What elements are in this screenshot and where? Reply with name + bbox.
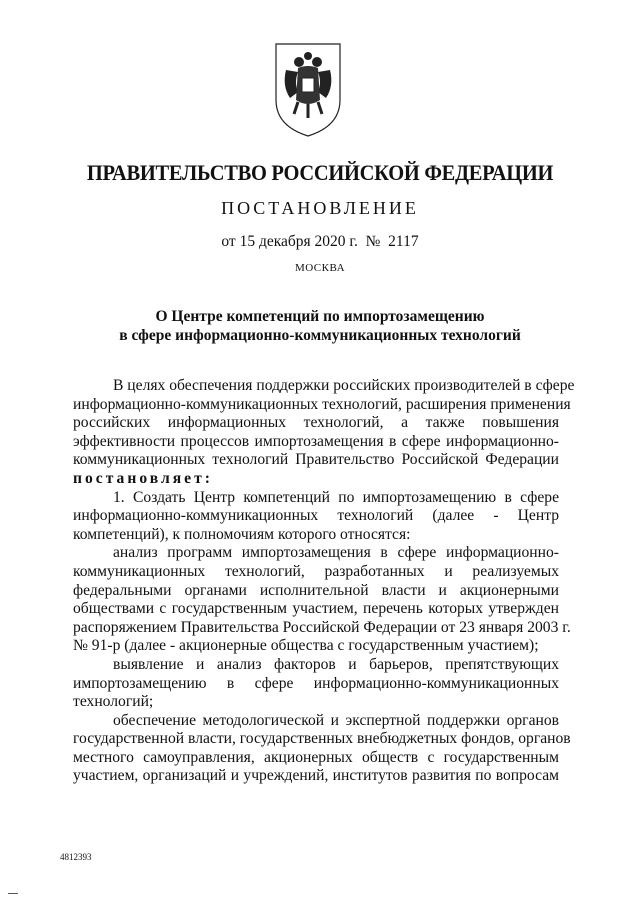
body-line: анализ программ импортозамещения в сфере информационно-: [113, 544, 559, 562]
scan-mark: [8, 893, 18, 894]
body-line: участием, организаций и учреждений, институтов развития по вопросам: [73, 767, 559, 785]
body-line: компетенций), к полномочиям которого относятся:: [73, 525, 411, 543]
body-line: федеральными органами исполнительной власти и акционерными: [73, 581, 559, 599]
state-emblem: [272, 42, 344, 138]
body-line: информационно-коммуникационных технологий (далее - Центр: [73, 507, 559, 525]
government-title: ПРАВИТЕЛЬСТВО РОССИЙСКОЙ ФЕДЕРАЦИИ: [86, 160, 554, 185]
subject-line-1: О Центре компетенций по импортозамещению: [155, 308, 485, 325]
body-line: коммуникационных технологий Правительство Российской Федерации: [73, 451, 559, 469]
body-line: информационно-коммуникационных технологий, расширения применения: [73, 395, 571, 413]
document-type: ПОСТАНОВЛЕНИЕ: [221, 198, 419, 218]
body-line: распоряжением Правительства Российской Федерации от 23 января 2003 г.: [73, 618, 571, 636]
body-line: эффективности процессов импортозамещения в сфере информационно-: [73, 432, 559, 450]
document-date-number: от 15 декабря 2020 г. № 2117: [221, 233, 419, 250]
coat-of-arms-icon: [272, 42, 344, 138]
body-line: обеспечение методологической и экспертной поддержки органов: [113, 711, 559, 729]
body-line: В целях обеспечения поддержки российских производителей в сфере: [113, 377, 575, 394]
document-body: [73, 377, 575, 786]
body-line: государственной власти, государственных внебюджетных фондов, органов: [73, 730, 571, 748]
body-line: 1. Создать Центр компетенций по импортозамещению в сфере: [113, 488, 559, 506]
body-line: российских информационных технологий, а также повышения: [73, 414, 559, 432]
body-line: № 91-р (далее - акционерные общества с государственным участием);: [73, 637, 539, 655]
body-line: обществами с государственным участием, перечень которых утвержден: [73, 600, 559, 618]
document-city: МОСКВА: [294, 262, 346, 274]
body-line-decree: постановляет:: [73, 469, 213, 487]
subject-line-2: в сфере информационно-коммуникационных технологий: [119, 327, 521, 344]
body-line: технологий;: [73, 693, 154, 711]
body-line: коммуникационных технологий, разработанных и реализуемых: [73, 562, 559, 580]
body-line: местного самоуправления, акционерных обществ с государственным: [73, 748, 559, 766]
body-line: выявление и анализ факторов и барьеров, препятствующих: [113, 655, 559, 673]
document-code: 4812393: [60, 852, 92, 862]
body-line: импортозамещению в сфере информационно-коммуникационных: [73, 674, 559, 692]
